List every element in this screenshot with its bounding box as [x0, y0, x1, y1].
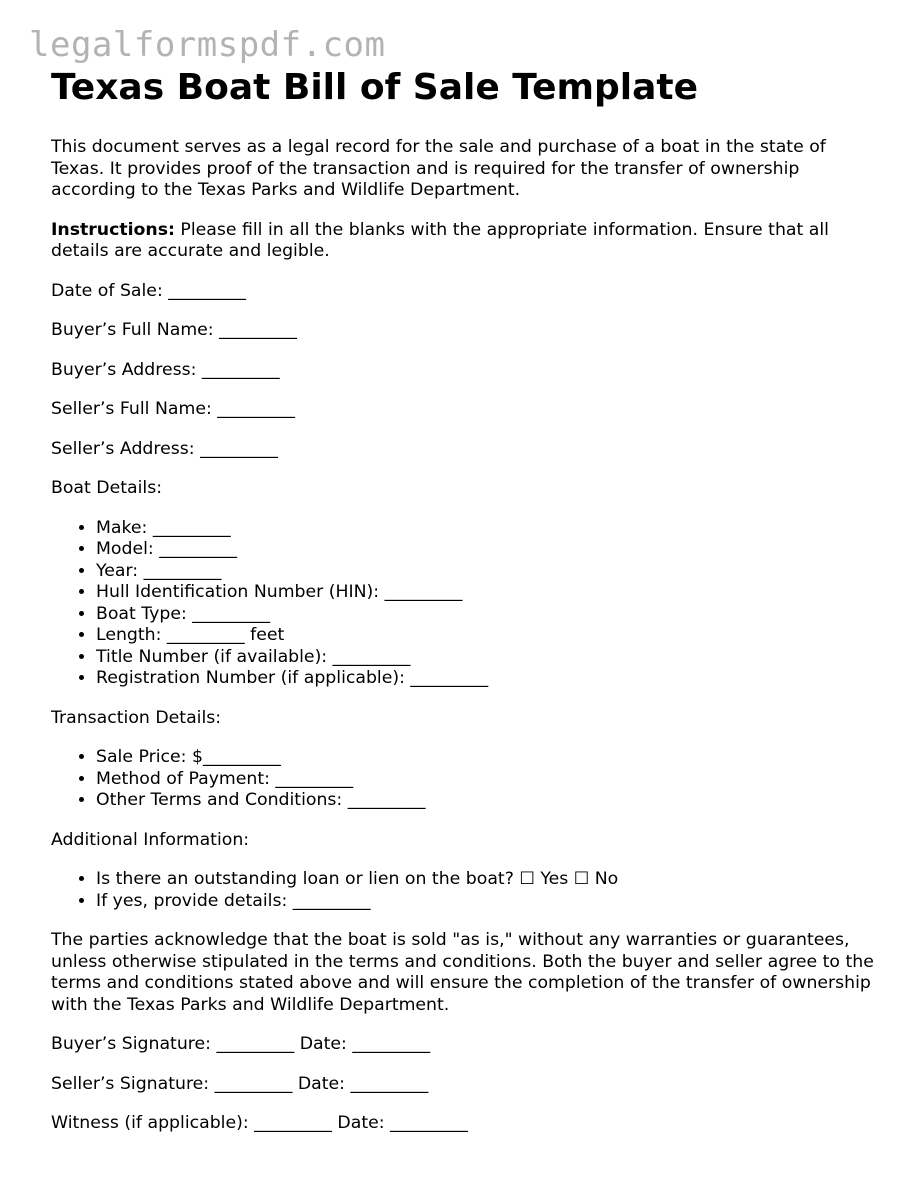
buyer-address-field: Buyer’s Address: _________ — [51, 359, 280, 380]
acknowledgment-paragraph: The parties acknowledge that the boat is sold "as is," without any warranties or guarantees, unless otherwise stipulated in the terms and conditions. Both the buyer and seller agree to the terms and conditions stated above and will ensure the completion of the transfer of ownership with the Texas Parks and Wildlife Department. — [51, 930, 874, 1015]
list-item: • Sale Price: $_________ — [96, 747, 881, 769]
list-item: • Is there an outstanding loan or lien on the boat? ☐ Yes ☐ No — [96, 869, 881, 891]
instructions-paragraph — [51, 220, 881, 263]
transaction-details-heading: Transaction Details: — [51, 707, 222, 728]
boat-details-heading: Boat Details: — [51, 478, 163, 498]
list-item: • Registration Number (if applicable): _________ — [96, 668, 881, 690]
list-item: • Title Number (if available): _________ — [96, 647, 881, 669]
list-item: • Length: _________ feet — [96, 625, 881, 647]
list-item: • Other Terms and Conditions: _________ — [96, 790, 881, 812]
list-item: • If yes, provide details: _________ — [96, 891, 881, 913]
document-title: Texas Boat Bill of Sale Template — [51, 67, 699, 108]
buyer-name-field: Buyer’s Full Name: _________ — [51, 320, 297, 340]
date-of-sale-field: Date of Sale: _________ — [51, 280, 247, 301]
watermark-logo: legalformspdf.com — [29, 25, 386, 65]
buyer-signature-line: Buyer’s Signature: _________ Date: _________ — [51, 1034, 431, 1054]
seller-signature-line: Seller’s Signature: _________ Date: _________ — [51, 1073, 429, 1094]
list-item: • Hull Identification Number (HIN): _________ — [96, 582, 881, 604]
list-item: • Boat Type: _________ — [96, 604, 881, 626]
list-item: • Model: _________ — [96, 539, 881, 561]
seller-address-field: Seller’s Address: _________ — [51, 438, 278, 459]
intro-paragraph: This document serves as a legal record for the sale and purchase of a boat in the state of Texas. It provides proof of the transaction and is required for the transfer of ownership according to the Texas Parks and Wildlife Department. — [51, 137, 826, 200]
instructions-text: Please fill in all the blanks with the appropriate information. Ensure that all details are accurate and legible. — [51, 219, 829, 261]
document-body — [51, 66, 881, 1153]
instructions-label: Instructions: — [51, 219, 175, 240]
additional-information-heading: Additional Information: — [51, 829, 250, 850]
witness-signature-line: Witness (if applicable): _________ Date: _________ — [51, 1113, 468, 1133]
transaction-details-list — [51, 747, 881, 812]
list-item: • Method of Payment: _________ — [96, 769, 881, 791]
boat-details-list — [51, 518, 881, 690]
additional-information-list — [51, 869, 881, 912]
seller-name-field: Seller’s Full Name: _________ — [51, 399, 296, 419]
list-item: • Make: _________ — [96, 518, 881, 540]
list-item: • Year: _________ — [96, 561, 881, 583]
